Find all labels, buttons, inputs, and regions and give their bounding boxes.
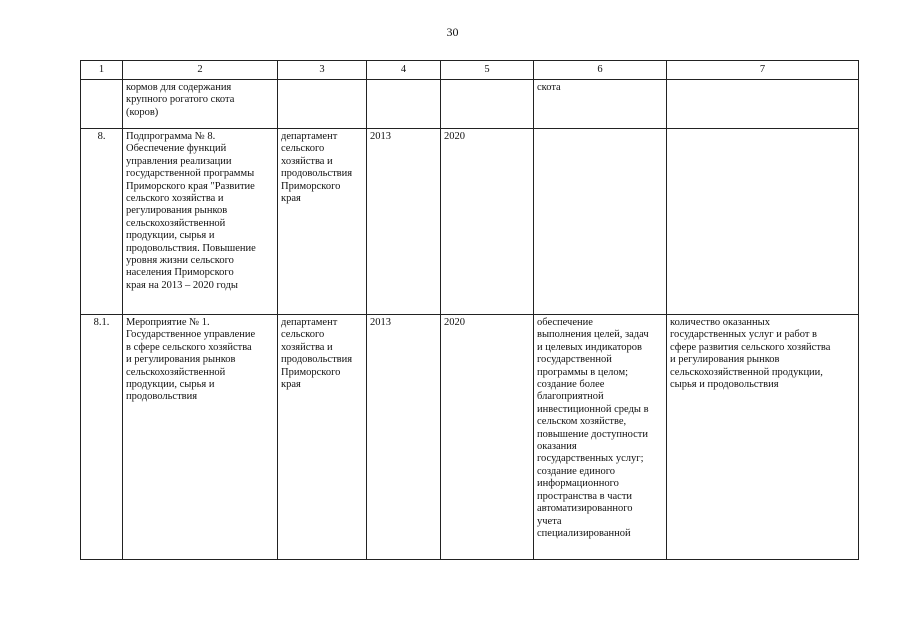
- row-result: скота: [534, 80, 667, 129]
- row-result: обеспечение выполнения целей, задач и целевых индикаторов государственной программы в целом; создание более благоприятной инвестиционной среды в сельском хозяйстве, повышение доступности оказания государственных услуг; создание единого информационного пространства в части автоматизированного учета специализированной: [534, 315, 667, 560]
- row-executor: [278, 80, 367, 129]
- row-end-year: 2020: [441, 315, 534, 560]
- row-indicator: [667, 80, 859, 129]
- row-indicator: количество оказанных государственных услуг и работ в сфере развития сельского хозяйства и регулирования рынков сельскохозяйственной продукции, сырья и продовольствия: [667, 315, 859, 560]
- row-start-year: 2013: [367, 315, 441, 560]
- row-end-year: [441, 80, 534, 129]
- row-number: [81, 80, 123, 129]
- header-row: [81, 61, 859, 80]
- header-col-5: 5: [441, 61, 534, 80]
- header-col-1: 1: [81, 61, 123, 80]
- page-number: 30: [446, 25, 459, 39]
- header-col-4: 4: [367, 61, 441, 80]
- header-col-2: 2: [123, 61, 278, 80]
- header-col-6: 6: [534, 61, 667, 80]
- table-row: [81, 80, 859, 129]
- row-number: 8.: [81, 129, 123, 315]
- header-col-7: 7: [667, 61, 859, 80]
- row-start-year: [367, 80, 441, 129]
- program-table: [80, 60, 859, 560]
- header-col-3: 3: [278, 61, 367, 80]
- row-end-year: 2020: [441, 129, 534, 315]
- row-name: Подпрограмма № 8. Обеспечение функций управления реализации государственной программы Приморского края "Развитие сельского хозяйства и регулирования рынков сельскохозяйственной продукции, сырья и продовольствия. Повышение уровня жизни сельского населения Приморского края на 2013 – 2020 годы: [123, 129, 278, 315]
- table-row: [81, 315, 859, 560]
- row-executor: департамент сельского хозяйства и продовольствия Приморского края: [278, 129, 367, 315]
- row-number: 8.1.: [81, 315, 123, 560]
- row-start-year: 2013: [367, 129, 441, 315]
- row-name: Мероприятие № 1. Государственное управление в сфере сельского хозяйства и регулирования рынков сельскохозяйственной продукции, сырья и продовольствия: [123, 315, 278, 560]
- row-executor: департамент сельского хозяйства и продовольствия Приморского края: [278, 315, 367, 560]
- row-indicator: [667, 129, 859, 315]
- row-result: [534, 129, 667, 315]
- table-row: [81, 129, 859, 315]
- row-name: кормов для содержания крупного рогатого скота (коров): [123, 80, 278, 129]
